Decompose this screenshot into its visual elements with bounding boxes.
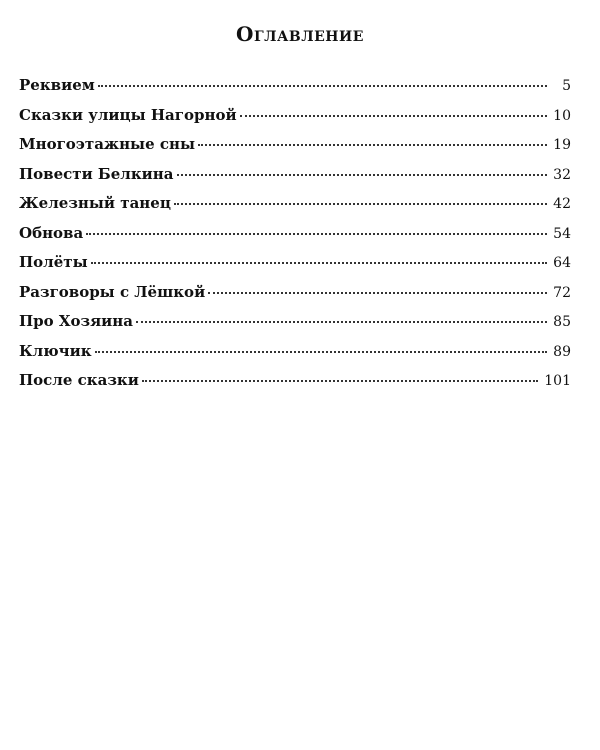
toc-entry <box>19 342 571 372</box>
toc-entry-page: 85 <box>553 314 571 330</box>
toc-entry-page: 89 <box>553 343 571 360</box>
toc-entry-page: 64 <box>553 255 571 271</box>
toc-heading: Оглавление <box>236 22 364 46</box>
dot-leader <box>95 351 547 353</box>
toc-entry <box>19 283 571 313</box>
toc-entry-title: Полёты <box>19 253 88 271</box>
toc-entry-page: 101 <box>544 373 571 389</box>
toc-entry <box>19 371 571 401</box>
toc-entry <box>19 253 571 283</box>
toc-entry-page: 32 <box>553 166 571 183</box>
toc-entry-title: Многоэтажные сны <box>19 135 196 153</box>
toc-entry <box>19 106 571 136</box>
toc-entry-title: Сказки улицы Нагорной <box>19 105 237 124</box>
toc-entry-title: Обнова <box>19 223 84 242</box>
dot-leader <box>177 174 547 176</box>
toc-entry-page: 42 <box>553 196 571 212</box>
toc-entry-page: 54 <box>553 225 571 242</box>
toc-list <box>19 76 571 401</box>
dot-leader <box>174 203 547 205</box>
toc-entry <box>19 135 571 165</box>
dot-leader <box>240 115 547 117</box>
toc-entry-title: Ключик <box>19 341 92 360</box>
toc-entry <box>19 312 571 342</box>
toc-entry-title: Реквием <box>19 76 95 94</box>
dot-leader <box>208 292 547 294</box>
toc-entry <box>19 224 571 254</box>
dot-leader <box>98 85 547 87</box>
toc-entry-title: Разговоры с Лёшкой <box>19 282 206 301</box>
toc-entry-page: 5 <box>562 78 571 94</box>
toc-entry-page: 72 <box>553 284 571 301</box>
dot-leader <box>198 144 547 146</box>
toc-entry-title: Повести Белкина <box>19 164 174 183</box>
dot-leader <box>91 262 547 264</box>
dot-leader <box>86 233 547 235</box>
dot-leader <box>142 380 538 382</box>
toc-entry <box>19 76 571 106</box>
dot-leader <box>136 321 547 323</box>
toc-entry <box>19 165 571 195</box>
toc-entry <box>19 194 571 224</box>
toc-entry-page: 10 <box>553 107 571 124</box>
toc-entry-page: 19 <box>553 137 571 153</box>
toc-entry-title: Железный танец <box>19 194 171 212</box>
toc-entry-title: После сказки <box>19 371 139 389</box>
toc-entry-title: Про Хозяина <box>19 312 134 330</box>
